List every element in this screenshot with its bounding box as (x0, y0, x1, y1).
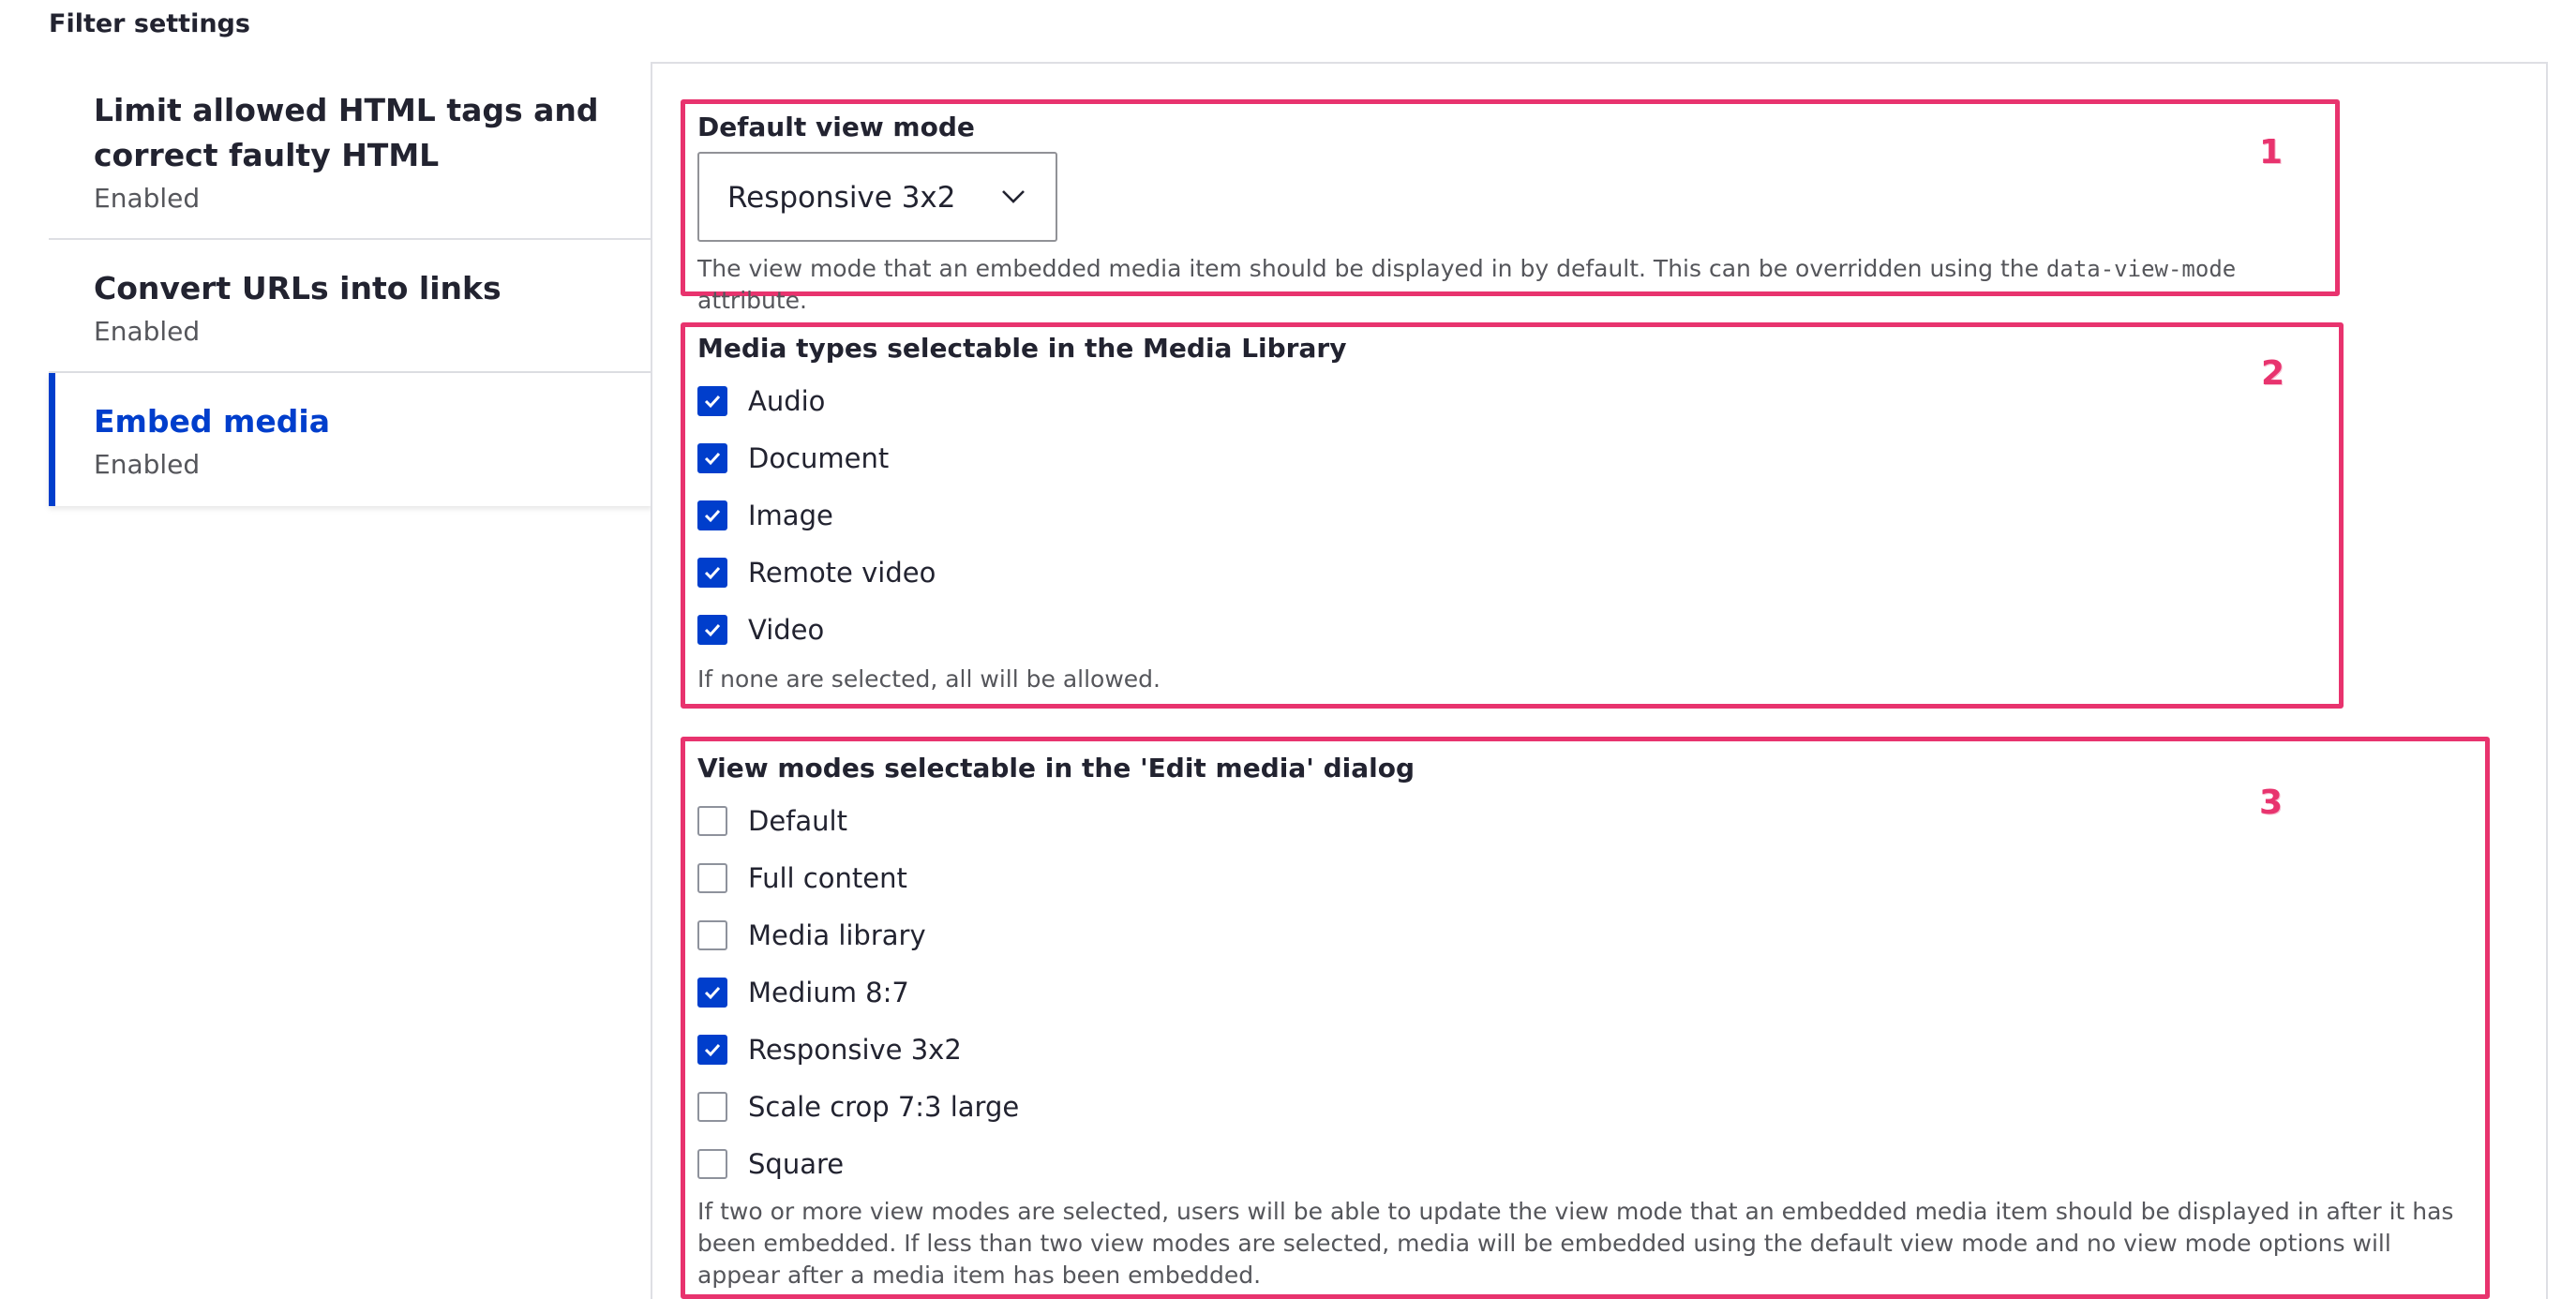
checkbox-unchecked-icon[interactable] (697, 806, 727, 836)
tab-title: Embed media (94, 403, 331, 440)
checkbox-label: Square (748, 1148, 845, 1180)
checkbox-responsive-3x2[interactable] (697, 1027, 962, 1072)
checkbox-label: Video (748, 614, 825, 646)
checkbox-label: Full content (748, 862, 907, 894)
checkbox-unchecked-icon[interactable] (697, 920, 727, 950)
checkbox-audio[interactable] (697, 379, 825, 424)
view-modes-label: View modes selectable in the 'Edit media' dialog (697, 753, 1415, 784)
default-view-mode-label: Default view mode (697, 112, 975, 142)
media-types-description: If none are selected, all will be allowed. (697, 665, 1161, 693)
checkbox-label: Media library (748, 919, 926, 951)
tab-convert-urls[interactable] (49, 240, 652, 373)
checkbox-unchecked-icon[interactable] (697, 863, 727, 893)
checkbox-full-content[interactable] (697, 856, 907, 901)
annotation-box-2 (681, 322, 2344, 709)
checkbox-checked-icon[interactable] (697, 443, 727, 473)
checkbox-unchecked-icon[interactable] (697, 1149, 727, 1179)
chevron-down-icon (999, 182, 1027, 210)
checkbox-default[interactable] (697, 799, 847, 844)
checkbox-media-library[interactable] (697, 913, 926, 958)
select-value: Responsive 3x2 (727, 181, 956, 215)
checkbox-unchecked-icon[interactable] (697, 1092, 727, 1122)
default-view-mode-description (697, 253, 2329, 317)
tab-limit-html[interactable] (49, 73, 652, 240)
tab-embed-media[interactable] (49, 373, 652, 506)
annotation-number-3: 3 (2259, 784, 2284, 822)
checkbox-checked-icon[interactable] (697, 386, 727, 416)
vertical-tabs (49, 73, 652, 506)
description-code: data-view-mode (2045, 256, 2237, 282)
checkbox-label: Image (748, 500, 833, 531)
checkbox-video[interactable] (697, 607, 824, 652)
checkbox-label: Audio (748, 385, 826, 417)
default-view-mode-select[interactable] (697, 152, 1057, 242)
checkbox-checked-icon[interactable] (697, 500, 727, 530)
checkbox-square[interactable] (697, 1142, 844, 1187)
checkbox-checked-icon[interactable] (697, 978, 727, 1008)
tab-title: Convert URLs into links (94, 270, 502, 306)
tab-status: Enabled (94, 183, 201, 214)
checkbox-medium-8-7[interactable] (697, 970, 909, 1015)
description-text: attribute. (697, 287, 807, 314)
tab-title: Limit allowed HTML tags and correct faulty HTML (94, 92, 599, 173)
checkbox-checked-icon[interactable] (697, 1035, 727, 1065)
view-modes-description: If two or more view modes are selected, users will be able to update the view mode that an embedded media item should be displayed in after it has been embedded. If less than two view modes are selected, media will be embedded using the default view mode and no view mode options will appear after a media item has been embedded. (697, 1198, 2454, 1289)
tab-status: Enabled (94, 449, 201, 480)
checkbox-label: Responsive 3x2 (748, 1034, 962, 1066)
checkbox-label: Default (748, 805, 847, 837)
checkbox-document[interactable] (697, 436, 889, 481)
media-types-label: Media types selectable in the Media Library (697, 333, 1347, 364)
checkbox-checked-icon[interactable] (697, 558, 727, 588)
annotation-number-2: 2 (2261, 354, 2285, 393)
checkbox-remote-video[interactable] (697, 550, 936, 595)
checkbox-label: Scale crop 7:3 large (748, 1091, 1020, 1123)
checkbox-scale-crop[interactable] (697, 1084, 1019, 1129)
annotation-number-1: 1 (2259, 133, 2284, 172)
checkbox-label: Medium 8:7 (748, 977, 909, 1008)
checkbox-image[interactable] (697, 493, 833, 538)
checkbox-label: Remote video (748, 557, 936, 589)
checkbox-label: Document (748, 442, 890, 474)
section-title: Filter settings (49, 9, 250, 38)
tab-status: Enabled (94, 316, 201, 347)
checkbox-checked-icon[interactable] (697, 615, 727, 645)
description-text: The view mode that an embedded media item should be displayed in by default. This can be overridden using the (697, 255, 2046, 282)
